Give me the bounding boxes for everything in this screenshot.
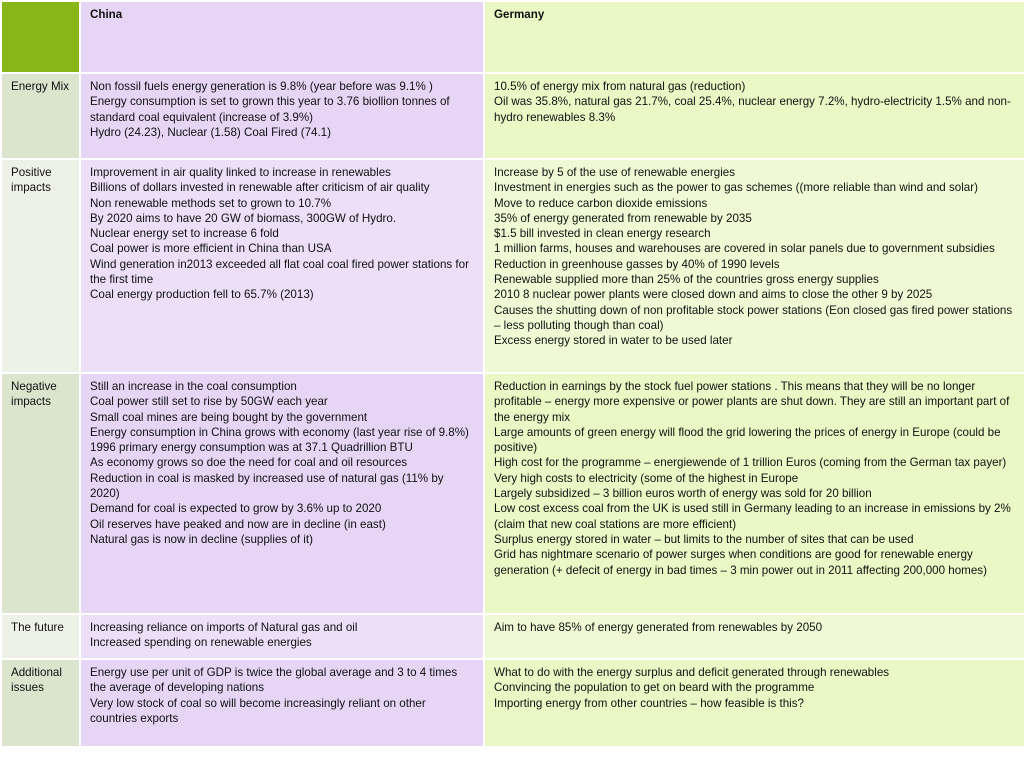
table-row: [1, 614, 1024, 659]
cell-line: High cost for the programme – energiewende of 1 trillion Euros (coming from the German tax payer): [494, 456, 1007, 470]
row-label-additional-issues: Additional issues: [1, 659, 80, 747]
cell-china-additional-issues: [80, 659, 484, 747]
table-row: [1, 73, 1024, 159]
cell-line: Oil was 35.8%, natural gas 21.7%, coal 25.4%, nuclear energy 7.2%, hydro-electricity 1.5% and non-hydro renewables 8.3%: [494, 95, 1011, 124]
cell-line: Large amounts of green energy will flood the grid lowering the prices of energy in Europe (could be positive): [494, 425, 1001, 455]
cell-line: Small coal mines are being bought by the government: [90, 410, 368, 424]
cell-china-negative-impacts: [80, 373, 484, 614]
cell-line: Coal power is more efficient in China than USA: [90, 242, 332, 256]
cell-line: Increase by 5 of the use of renewable energies: [494, 166, 736, 179]
cell-line: Still an increase in the coal consumption: [90, 380, 297, 393]
cell-line: Grid has nightmare scenario of power surges when conditions are good for renewable energy generation (+ defecit of energy in bad times – 3 min power out in 2011 affecting 200,000 homes): [494, 548, 987, 577]
row-label-positive-impacts: Positive impacts: [1, 159, 80, 373]
table-row: [1, 373, 1024, 614]
cell-line: Reduction in coal is masked by increased use of natural gas (11% by 2020): [90, 471, 444, 501]
cell-line: Oil reserves have peaked and now are in decline (in east): [90, 517, 386, 531]
cell-china-positive-impacts: [80, 159, 484, 373]
cell-germany-the-future: [484, 614, 1024, 659]
cell-germany-positive-impacts: [484, 159, 1024, 373]
cell-germany-additional-issues: [484, 659, 1024, 747]
cell-line: Non renewable methods set to grown to 10.7%: [90, 196, 332, 210]
cell-line: Move to reduce carbon dioxide emissions: [494, 196, 708, 210]
cell-line: Hydro (24.23), Nuclear (1.58) Coal Fired (74.1): [90, 125, 331, 139]
cell-line: Surplus energy stored in water – but limits to the number of sites that can be used: [494, 532, 914, 546]
cell-line: Investment in energies such as the power to gas schemes ((more reliable than wind and solar): [494, 181, 978, 195]
corner-cell: [1, 1, 80, 73]
cell-germany-negative-impacts: [484, 373, 1024, 614]
cell-line: Wind generation in2013 exceeded all flat coal coal fired power stations for the first time: [90, 257, 469, 287]
cell-line: Very high costs to electricity (some of the highest in Europe: [494, 471, 799, 485]
cell-line: Largely subsidized – 3 billion euros worth of energy was sold for 20 billion: [494, 487, 872, 501]
cell-line: Convincing the population to get on beard with the programme: [494, 681, 815, 695]
cell-line: Renewable supplied more than 25% of the countries gross energy supplies: [494, 273, 879, 287]
cell-line: Coal energy production fell to 65.7% (2013): [90, 288, 314, 302]
row-label-energy-mix: Energy Mix: [1, 73, 80, 159]
cell-line: Increased spending on renewable energies: [90, 636, 312, 650]
cell-line: 1 million farms, houses and warehouses are covered in solar panels due to government subsidies: [494, 242, 995, 256]
cell-line: Aim to have 85% of energy generated from renewables by 2050: [494, 621, 823, 634]
cell-line: Importing energy from other countries – how feasible is this?: [494, 696, 804, 710]
cell-line: Reduction in earnings by the stock fuel power stations . This means that they will be no longer profitable – energy more expensive or power plants are shut down. They are still an important part of the energy mix: [494, 380, 1010, 424]
cell-china-energy-mix: [80, 73, 484, 159]
cell-line: Energy consumption in China grows with economy (last year rise of 9.8%): [90, 425, 469, 439]
cell-line: Non fossil fuels energy generation is 9.8% (year before was 9.1% ): [90, 80, 433, 93]
cell-line: Very low stock of coal so will become increasingly reliant on other countries exports: [90, 696, 426, 725]
cell-line: Excess energy stored in water to be used later: [494, 334, 733, 348]
cell-line: Causes the shutting down of non profitable stock power stations (Eon closed gas fired power stations – less polluting though than coal): [494, 303, 1013, 332]
row-label-the-future: The future: [1, 614, 80, 659]
cell-line: By 2020 aims to have 20 GW of biomass, 300GW of Hydro.: [90, 211, 397, 225]
cell-line: What to do with the energy surplus and deficit generated through renewables: [494, 666, 890, 679]
cell-line: $1.5 bill invested in clean energy research: [494, 227, 711, 241]
cell-line: Energy use per unit of GDP is twice the global average and 3 to 4 times the average of developing nations: [90, 666, 458, 695]
cell-line: Natural gas is now in decline (supplies of it): [90, 532, 313, 546]
cell-line: Reduction in greenhouse gasses by 40% of 1990 levels: [494, 257, 780, 271]
header-china: China: [80, 1, 484, 73]
cell-germany-energy-mix: [484, 73, 1024, 159]
cell-line: As economy grows so doe the need for coal and oil resources: [90, 456, 408, 470]
header-row: [1, 1, 1024, 73]
cell-line: Low cost excess coal from the UK is used still in Germany leading to an increase in emissions by 2% (claim that new coal stations are more efficient): [494, 502, 1011, 531]
cell-line: 2010 8 nuclear power plants were closed down and aims to close the other 9 by 2025: [494, 288, 933, 302]
cell-line: Energy consumption is set to grown this year to 3.76 biollion tonnes of standard coal equivalent (increase of 3.9%): [90, 95, 450, 124]
cell-line: Nuclear energy set to increase 6 fold: [90, 227, 279, 241]
table-row: [1, 659, 1024, 747]
table-row: [1, 159, 1024, 373]
header-germany: Germany: [484, 1, 1024, 73]
cell-line: 1996 primary energy consumption was at 37.1 Quadrillion BTU: [90, 441, 413, 455]
cell-line: 35% of energy generated from renewable by 2035: [494, 211, 752, 225]
cell-line: Billions of dollars invested in renewable after criticism of air quality: [90, 181, 430, 195]
cell-line: 10.5% of energy mix from natural gas (reduction): [494, 80, 746, 93]
cell-line: Coal power still set to rise by 50GW each year: [90, 395, 328, 409]
cell-line: Increasing reliance on imports of Natural gas and oil: [90, 621, 358, 634]
cell-china-the-future: [80, 614, 484, 659]
row-label-negative-impacts: Negative impacts: [1, 373, 80, 614]
cell-line: Demand for coal is expected to grow by 3.6% up to 2020: [90, 502, 382, 516]
cell-line: Improvement in air quality linked to increase in renewables: [90, 166, 391, 179]
